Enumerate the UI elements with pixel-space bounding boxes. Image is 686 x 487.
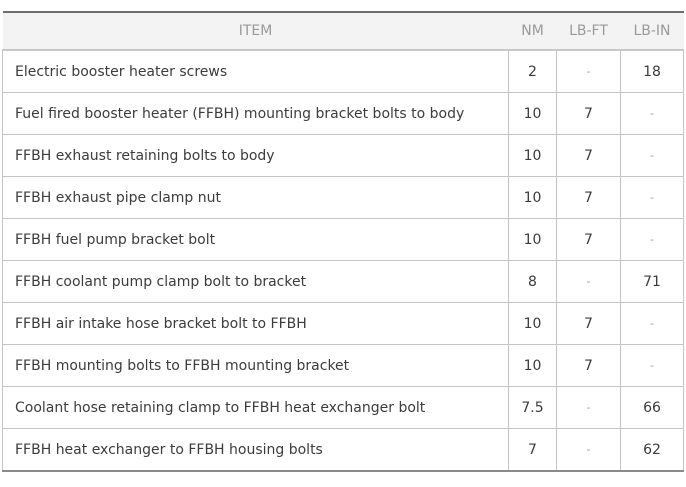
cell-lb-ft: - — [557, 50, 621, 93]
header-item: ITEM — [3, 12, 509, 50]
cell-item: Coolant hose retaining clamp to FFBH heat exchanger bolt — [3, 387, 509, 429]
cell-lb-in: 62 — [621, 429, 684, 472]
torque-spec-table — [2, 11, 684, 472]
cell-lb-ft: 7 — [557, 219, 621, 261]
cell-item: FFBH fuel pump bracket bolt — [3, 219, 509, 261]
header-lb-ft: LB-FT — [557, 12, 621, 50]
header-row — [3, 12, 684, 50]
table-row — [3, 261, 684, 303]
cell-item: Fuel fired booster heater (FFBH) mounting bracket bolts to body — [3, 93, 509, 135]
cell-lb-in: - — [621, 303, 684, 345]
cell-lb-ft: 7 — [557, 135, 621, 177]
table-row — [3, 50, 684, 93]
cell-lb-in: - — [621, 219, 684, 261]
cell-nm: 10 — [509, 219, 557, 261]
cell-lb-ft: 7 — [557, 93, 621, 135]
header-lb-in: LB-IN — [621, 12, 684, 50]
table-row — [3, 303, 684, 345]
cell-lb-ft: 7 — [557, 177, 621, 219]
cell-item: FFBH coolant pump clamp bolt to bracket — [3, 261, 509, 303]
cell-nm: 8 — [509, 261, 557, 303]
cell-lb-in: - — [621, 93, 684, 135]
cell-lb-in: - — [621, 135, 684, 177]
cell-lb-ft: - — [557, 429, 621, 472]
table-row — [3, 93, 684, 135]
cell-item: FFBH exhaust retaining bolts to body — [3, 135, 509, 177]
table-body — [3, 50, 684, 471]
table-header — [3, 12, 684, 50]
table-row — [3, 135, 684, 177]
cell-lb-in: 66 — [621, 387, 684, 429]
cell-nm: 2 — [509, 50, 557, 93]
cell-nm: 10 — [509, 177, 557, 219]
table-row — [3, 387, 684, 429]
cell-item: FFBH air intake hose bracket bolt to FFBH — [3, 303, 509, 345]
table-row — [3, 219, 684, 261]
cell-lb-ft: 7 — [557, 303, 621, 345]
header-nm: NM — [509, 12, 557, 50]
cell-nm: 10 — [509, 135, 557, 177]
cell-item: Electric booster heater screws — [3, 50, 509, 93]
cell-lb-ft: - — [557, 387, 621, 429]
cell-lb-in: - — [621, 177, 684, 219]
cell-nm: 10 — [509, 303, 557, 345]
cell-nm: 7.5 — [509, 387, 557, 429]
cell-item: FFBH heat exchanger to FFBH housing bolts — [3, 429, 509, 472]
cell-lb-in: - — [621, 345, 684, 387]
cell-lb-ft: 7 — [557, 345, 621, 387]
table-row — [3, 429, 684, 472]
cell-nm: 10 — [509, 93, 557, 135]
cell-item: FFBH exhaust pipe clamp nut — [3, 177, 509, 219]
table-row — [3, 177, 684, 219]
cell-nm: 10 — [509, 345, 557, 387]
cell-item: FFBH mounting bolts to FFBH mounting bracket — [3, 345, 509, 387]
cell-lb-in: 71 — [621, 261, 684, 303]
table-row — [3, 345, 684, 387]
cell-nm: 7 — [509, 429, 557, 472]
cell-lb-in: 18 — [621, 50, 684, 93]
cell-lb-ft: - — [557, 261, 621, 303]
